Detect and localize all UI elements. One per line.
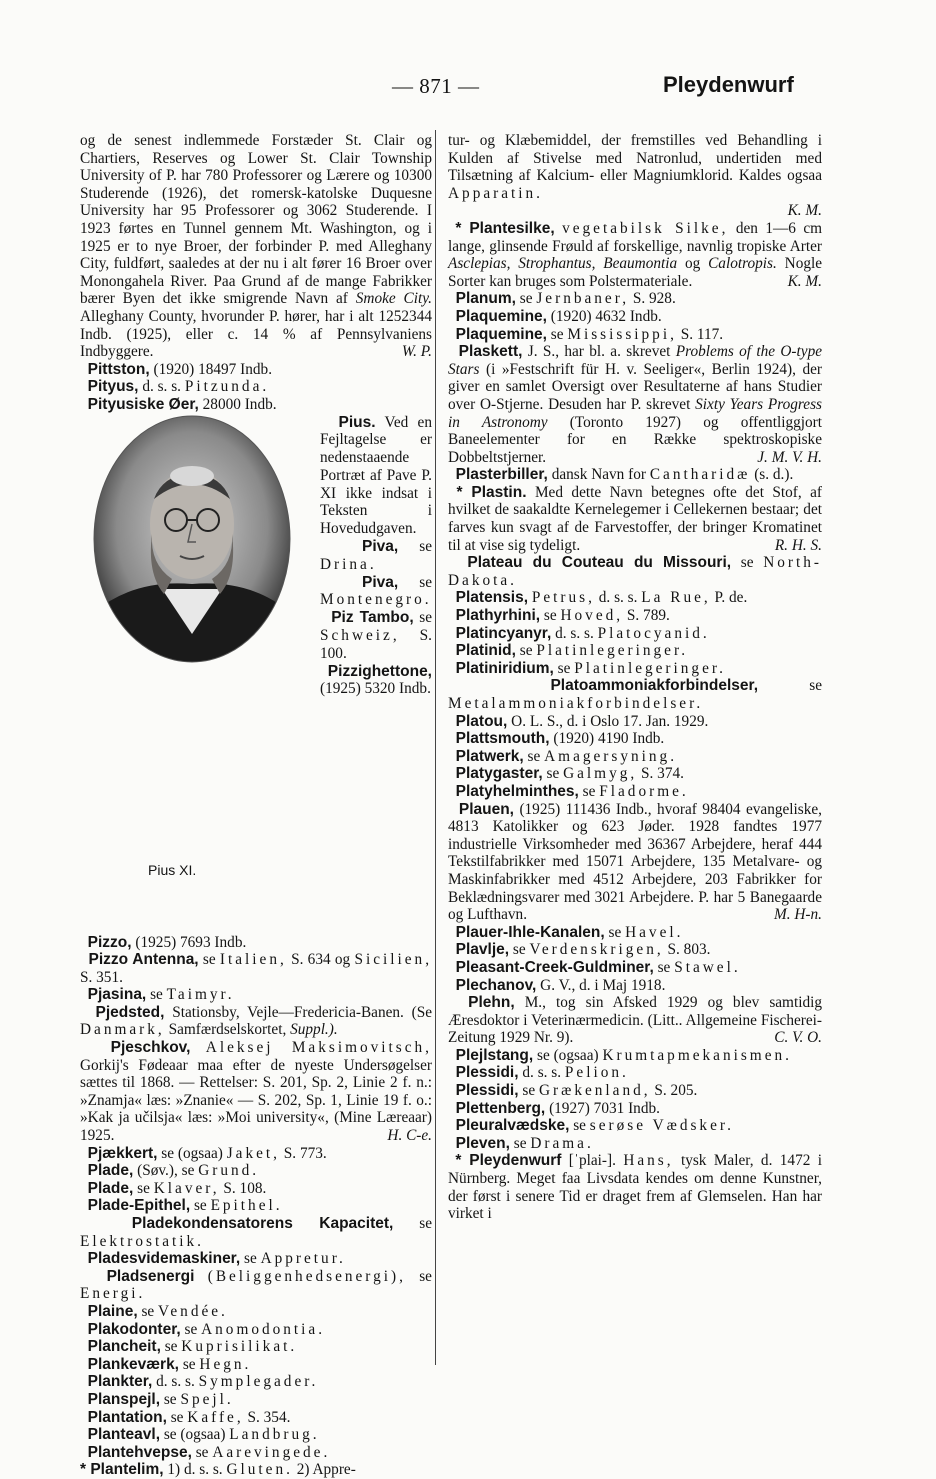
headword: Pityusiske Øer, <box>87 395 199 413</box>
spaced-ref: Schweiz, <box>320 627 400 645</box>
spaced-ref: Havel. <box>625 923 684 941</box>
text: Ved en Fejltagelse er nedenstaaende Portræt af Pave P. XI ikke indsat i Teksten i Hovedudgaven. <box>320 413 432 538</box>
text: Med dette Navn betegnes ofte det Stof, af hvilket de saakaldte Kernelegemer i Cellekernen bestaar; det farves kun svagt af de Farvestoffer, der bringer Kromatinet til at vise sig tydeligt. <box>448 483 823 554</box>
spaced-ref: (Beliggenhedsenergi), <box>207 1267 406 1285</box>
text: (1925) 7693 Indb. <box>135 933 247 951</box>
headword: Piva, <box>362 573 399 591</box>
text: S. 928. <box>632 290 676 308</box>
entry <box>448 607 822 625</box>
text: S. 117. <box>680 325 724 343</box>
text: se <box>419 609 432 627</box>
text: d. s. s. <box>555 624 594 642</box>
spaced-ref: Pitzunda. <box>184 378 270 396</box>
entry <box>80 1356 432 1374</box>
text: S. 100. <box>320 627 432 662</box>
text: (Toronto 1927) og offentliggjort Baneelementer for en Række spektroskopiske Dobbeltstjerner. <box>448 413 822 466</box>
headword: Planteavl, <box>87 1426 161 1444</box>
headword: Plakodonter, <box>87 1320 181 1338</box>
spaced-ref: Cantharidæ <box>649 466 751 484</box>
entry <box>80 396 432 414</box>
entry <box>80 1162 432 1180</box>
spaced-ref: Krumtapmekanismen. <box>602 1046 792 1064</box>
text: [ˈplai-]. <box>568 1152 616 1170</box>
spaced-ref: Jernbaner, <box>536 290 630 308</box>
text: se <box>522 1082 536 1100</box>
headword: Plade-Epithel, <box>87 1197 191 1215</box>
text: se <box>527 747 541 765</box>
text: den 1—6 cm lange, glinsende Frøuld af forskellige, navnlig tropiske Arter <box>448 219 823 255</box>
headword: Plauen, <box>458 800 514 818</box>
text: Smoke City. <box>355 290 432 308</box>
text: S. 773. <box>283 1144 327 1162</box>
spaced-ref: Grækenland, <box>538 1082 651 1100</box>
text: se <box>657 958 671 976</box>
signature: J. M. V. H. <box>757 448 822 466</box>
entry <box>80 1197 432 1215</box>
entry <box>448 1135 822 1153</box>
headword: Platinid, <box>455 642 516 660</box>
page-number: — 871 — <box>392 74 480 98</box>
text: Calotropis. <box>708 255 777 273</box>
headword: Pjeschkov, <box>110 1039 191 1057</box>
signature: H. C-e. <box>387 1127 432 1145</box>
signature: K. M. <box>787 272 822 290</box>
spaced-ref: Amagersyning. <box>544 747 678 765</box>
headword: Plankeværk, <box>87 1355 179 1373</box>
text: se <box>170 1408 184 1426</box>
spaced-ref: Aleksej Maksimovitsch, <box>205 1039 432 1057</box>
text: og <box>685 255 701 273</box>
spaced-ref: Elektrostatik. <box>80 1232 204 1250</box>
headword: Platou, <box>455 712 508 730</box>
spaced-ref: Epithel. <box>210 1197 283 1215</box>
text: S. 351. <box>80 968 123 986</box>
text: (i »Festschrift für H. v. Seeliger«, Berlin 1924), der giver en samlet Oversigt over Resultaterne af hans Studier over O-Stjerne. Desuden har P. skrevet <box>448 360 822 413</box>
entry <box>448 801 822 924</box>
spaced-ref: Appretur. <box>260 1250 346 1268</box>
text: Asclepias, Strophantus, Beaumontia <box>448 255 678 273</box>
headword: Pizzo Antenna, <box>88 951 199 969</box>
text: se <box>150 986 163 1004</box>
text: se <box>137 1179 150 1197</box>
headword: Piz Tambo, <box>331 609 414 627</box>
portrait-caption: Pius XI. <box>148 861 197 878</box>
entry <box>448 343 822 466</box>
entry <box>80 1321 432 1339</box>
text: se <box>419 573 432 591</box>
text: se <box>164 1338 178 1356</box>
headword: Plaquemine, <box>455 325 547 343</box>
entry <box>80 1039 432 1145</box>
entry <box>448 713 822 731</box>
entry <box>80 951 432 986</box>
portrait-figure <box>80 414 312 934</box>
spaced-ref: Platocyanid. <box>597 624 710 642</box>
headword: Pladekondensatorens Kapacitet, <box>131 1215 394 1232</box>
text: se <box>195 1443 209 1461</box>
text: J. S., har bl. a. skrevet <box>527 343 671 361</box>
text: Problems of the O-type Stars <box>448 343 823 378</box>
text: Nogle Sorter kan bruges som Polstermateriale. <box>448 255 823 290</box>
text: se <box>608 923 622 941</box>
text: (1925) 111436 Indb., hvoraf 98404 evangeliske, 4813 Katolikker og 623 Jøder. 1928 fandtes 1977 industrielle Virksomheder med 36367 Arbejdere, heraf 444 Tekstilfabrikker med 15071 Arbejdere, 135 Metalvare- og Maskinfabrikker med 4512 Arbejdere, 203 Fabrikker for Beklædningsvarer med 3021 Arbejdere. P. har 5 Banegaarde og Lufthavn. <box>448 800 822 924</box>
entry <box>448 1152 822 1222</box>
entry <box>80 986 432 1004</box>
entry-plantelim-continuation <box>448 132 822 202</box>
entry <box>448 589 822 607</box>
text: se <box>141 1302 155 1320</box>
entry <box>448 466 822 484</box>
spaced-ref: Italien, <box>219 951 287 969</box>
headword: Plattsmouth, <box>455 730 550 748</box>
entry <box>80 1409 432 1427</box>
entry <box>448 924 822 942</box>
entry-pittsburgh-continuation <box>80 132 432 361</box>
entry <box>448 677 822 712</box>
spaced-ref: Pelion. <box>564 1064 629 1082</box>
text: se <box>419 538 432 556</box>
spaced-ref: Kuprisilikat. <box>181 1338 298 1356</box>
spaced-ref: La Rue, <box>641 589 711 607</box>
entry <box>80 1426 432 1444</box>
text: se <box>543 607 557 625</box>
spaced-ref: Aarevingede. <box>212 1443 331 1461</box>
spaced-ref: Drama. <box>530 1134 594 1152</box>
text: se <box>193 1197 207 1215</box>
text: 1) d. s. s. <box>167 1461 223 1479</box>
spaced-ref: Montenegro. <box>320 591 432 609</box>
headword: Pjækkert, <box>87 1144 158 1162</box>
text: se (ogsaa) <box>163 1426 226 1444</box>
headword: Plantation, <box>87 1408 167 1426</box>
entry <box>448 642 822 660</box>
text: S. 354. <box>247 1408 291 1426</box>
spaced-ref: Verdenskrigen, <box>529 941 664 959</box>
text: se <box>182 1355 196 1373</box>
entry <box>448 1117 822 1135</box>
entry <box>80 1268 432 1303</box>
text: G. V., d. i Maj 1918. <box>540 976 666 994</box>
headword: * Plantesilke, <box>455 219 555 237</box>
text: S. 803. <box>667 941 711 959</box>
headword: Plauer-Ihle-Kanalen, <box>455 923 605 941</box>
entry <box>448 941 822 959</box>
text: Alleghany County, hvorunder P. hører, har i alt 1252344 Indb. (1925), eller c. 14 % af Pennsylvaniens Indbyggere. <box>80 307 432 361</box>
headword: Plavlje, <box>455 941 510 959</box>
entry <box>448 1100 822 1118</box>
headword: Pityus, <box>87 378 139 396</box>
spaced-ref: Stawel. <box>674 958 741 976</box>
text: Stationsby, Vejle—Fredericia-Banen. (Se <box>172 1003 432 1021</box>
headword: Platwerk, <box>455 747 524 765</box>
text: se <box>513 1134 527 1152</box>
spaced-ref: North-Dakota. <box>448 554 822 589</box>
entry <box>448 290 822 308</box>
text: se <box>557 659 571 677</box>
text: se <box>740 554 754 572</box>
headword: Pleven, <box>455 1134 510 1152</box>
text: P. de. <box>714 589 748 607</box>
headword: Plateau du Couteau du Missouri, <box>467 554 732 572</box>
text: se (ogsaa) <box>537 1046 599 1064</box>
entry <box>80 1338 432 1356</box>
portrait-svg <box>92 414 292 664</box>
headword: Pladsenergi <box>106 1267 195 1285</box>
text: Suppl.). <box>290 1021 338 1039</box>
spaced-ref: Mississippi, <box>567 325 677 343</box>
signature: W. P. <box>401 343 432 361</box>
headword: Plessidi, <box>455 1064 519 1082</box>
headword: Pius. <box>338 413 376 431</box>
entry <box>448 1082 822 1100</box>
headword: Planum, <box>455 290 516 308</box>
right-column <box>448 132 822 1223</box>
text: d. s. s. <box>522 1064 562 1082</box>
text: se <box>419 1215 432 1232</box>
text: d. s. s. <box>598 589 638 607</box>
text: (Søv.), se <box>137 1162 195 1180</box>
entry <box>80 1250 432 1268</box>
headword: Plettenberg, <box>455 1099 546 1117</box>
entry <box>448 730 822 748</box>
spaced-ref: Apparatin. <box>448 184 543 202</box>
text: og de senest indlemmede Forstæder St. Clair og Chartiers, Reserves og Lower St. Clair Township University of P. har 780 Professorer og Lærere og 10300 Studerende (1926), det romersk-katolske Duquesne University har 95 Professorer og 3062 Studerende. I 1923 førtes en Tunnel gennem Mt. Washington, og i 1925 er to nye Broer, der forbinder P. med Alleghany City, fuldført, saaledes at der nu i alt fører 16 Broer over Monongahela River. Paa Grund af de mange Fabrikker bærer Byen det ikke smigrende Navn af <box>80 132 432 308</box>
headword: Platyhelminthes, <box>455 782 579 800</box>
headword: Plaine, <box>87 1302 138 1320</box>
spaced-ref: Symplegader. <box>198 1373 319 1391</box>
text: (1920) 18497 Indb. <box>153 360 273 378</box>
headword: Pizzo, <box>87 933 132 951</box>
spaced-ref: Platinlegeringer. <box>536 642 689 660</box>
text: (s. d.). <box>754 466 794 484</box>
headword: Planspejl, <box>87 1390 161 1408</box>
text: (1920) 4190 Indb. <box>553 730 665 748</box>
text: se <box>244 1250 257 1268</box>
spaced-ref: Galmyg, <box>563 765 638 783</box>
text: tysk Maler, d. 1472 i Nürnberg. Meget faa Livsdata kendes om denne Kunstner, der først i senere Tid er draget frem af Glemselen. Han har virket i <box>448 1152 822 1223</box>
entry <box>448 994 822 1047</box>
headword: Plechanov, <box>455 976 537 994</box>
headword: Platygaster, <box>455 765 543 783</box>
entry <box>448 484 822 554</box>
spaced-ref: Klaver, <box>153 1179 220 1197</box>
headword: Plankter, <box>87 1373 153 1391</box>
entry <box>448 783 822 801</box>
entry <box>80 1145 432 1163</box>
headword: Plehn, <box>468 994 515 1012</box>
headword: Pleasant-Creek-Guldminer, <box>455 958 654 976</box>
text: se (ogsaa) <box>161 1144 223 1162</box>
entry <box>80 1303 432 1321</box>
text: Sixty Years Progress in Astronomy <box>448 395 822 431</box>
entry <box>80 1444 432 1462</box>
entry <box>448 220 822 290</box>
headword: Pjedsted, <box>95 1003 165 1021</box>
text: se <box>184 1320 198 1338</box>
text: S. 374. <box>641 765 684 783</box>
headword: Pjasina, <box>87 986 147 1004</box>
entry <box>448 748 822 766</box>
headword: Plasterbiller, <box>455 466 548 484</box>
signature: M. H-n. <box>773 906 822 924</box>
text: d. s. s. <box>156 1373 195 1391</box>
spaced-ref: Gluten. <box>226 1461 293 1479</box>
entry <box>448 554 822 589</box>
text: se <box>573 1117 586 1135</box>
text: M., tog sin Afsked 1929 og blev samtidig Æresdoktor i Veterinærmedicin. (Litt.. Allgemeine Fischerei-Zeitung 1929 Nr. 9). <box>448 994 823 1047</box>
spaced-ref: vegetabilsk Silke, <box>562 219 729 237</box>
text: se <box>550 325 564 343</box>
spaced-ref: Kaffe, <box>187 1408 244 1426</box>
column-divider <box>435 130 436 1365</box>
spaced-ref: Fladorme. <box>599 782 689 800</box>
entry <box>80 1391 432 1409</box>
text: se <box>519 642 533 660</box>
spaced-ref: Danmark, <box>80 1021 165 1039</box>
text: d. s. s. <box>142 378 181 396</box>
entry <box>80 1180 432 1198</box>
spaced-ref: serøse Vædsker. <box>589 1117 734 1135</box>
headword: Pleuralvædske, <box>455 1117 570 1135</box>
text: S. 789. <box>626 607 670 625</box>
entry <box>448 1064 822 1082</box>
spaced-ref: Sicilien, <box>354 951 433 969</box>
text: se <box>546 765 560 783</box>
left-column <box>80 132 432 1479</box>
headword: Plessidi, <box>455 1082 519 1100</box>
entry <box>448 660 822 678</box>
headword: Platiniridium, <box>455 659 554 677</box>
spaced-ref: Grund. <box>198 1162 260 1180</box>
signature: C. V. O. <box>774 1029 822 1047</box>
text: se <box>582 782 596 800</box>
spaced-ref: Platinlegeringer. <box>574 659 726 677</box>
spaced-ref: Petrus, <box>531 589 595 607</box>
spaced-ref: Jaket, <box>226 1144 280 1162</box>
spaced-ref: Energi. <box>80 1285 146 1303</box>
text: S. 634 og <box>291 951 351 969</box>
entry <box>80 1215 432 1250</box>
spaced-ref: Hans, <box>623 1152 674 1170</box>
spaced-ref: Vendée. <box>158 1302 228 1320</box>
headword: * Plastin. <box>456 483 527 501</box>
portrait-image <box>92 414 292 669</box>
headword: * Pleydenwurf <box>455 1152 562 1170</box>
spaced-ref: Hegn. <box>199 1355 252 1373</box>
headword: Platincyanyr, <box>455 624 552 642</box>
headword: * Plantelim, <box>80 1461 164 1479</box>
headword: Pittston, <box>87 360 150 378</box>
headword: Plantehvepse, <box>87 1443 192 1461</box>
text: Samfærdselskortet, <box>168 1021 287 1039</box>
text: S. 205. <box>654 1082 698 1100</box>
headword: Plejlstang, <box>455 1046 534 1064</box>
headword: Plancheit, <box>87 1338 161 1356</box>
text: se <box>519 290 533 308</box>
text: se <box>512 941 526 959</box>
text: (1920) 4632 Indb. <box>550 307 662 325</box>
headword: Platensis, <box>455 589 529 607</box>
headword: Pizzighettone, <box>327 662 432 680</box>
entry <box>448 625 822 643</box>
text: (1927) 7031 Indb. <box>549 1099 660 1117</box>
text: 2) Appre- <box>296 1461 356 1479</box>
text: O. L. S., d. i Oslo 17. Jan. 1929. <box>511 712 709 730</box>
entry <box>448 1047 822 1065</box>
headword: Platoammoniakforbindelser, <box>550 677 759 695</box>
text: se <box>809 677 822 695</box>
text: se <box>202 951 216 969</box>
text: Gorkij's Fødeaar maa efter de nyeste Undersøgelser sættes til 1868. — Rettelser: S. 201, Sp. 2, Linie 2 f. n.: »Znamja« læs: »Znanie« — S. 202, Sp. 1, Linie 19 f. o.: »Kak ja učilsja« læs: »Moi university«, (Mine Læreaar) 1925. <box>80 1056 432 1145</box>
entry <box>80 378 432 396</box>
headword: Plade, <box>87 1179 134 1197</box>
headword: Plade, <box>87 1162 134 1180</box>
signature: R. H. S. <box>774 536 822 554</box>
text: 28000 Indb. <box>202 395 277 413</box>
headword: Plathyrhini, <box>455 607 541 625</box>
headword: Piva, <box>362 538 399 556</box>
entry <box>448 959 822 977</box>
signature: K. M. <box>787 202 822 220</box>
entry <box>80 1373 432 1391</box>
spaced-ref: Landbrug. <box>229 1426 320 1444</box>
running-head: Pleydenwurf <box>663 72 794 97</box>
entry <box>448 977 822 995</box>
text: S. 108. <box>223 1179 267 1197</box>
text: se <box>419 1267 432 1285</box>
entry <box>80 361 432 379</box>
text: dansk Navn for <box>551 466 646 484</box>
entry <box>80 1461 432 1479</box>
spaced-ref: Metalammoniakforbindelser. <box>448 695 704 712</box>
spaced-ref: Taimyr. <box>166 986 235 1004</box>
entry <box>448 765 822 783</box>
entry <box>80 1004 432 1039</box>
headword: Plaquemine, <box>455 307 547 325</box>
text: se <box>163 1390 177 1408</box>
text: (1925) 5320 Indb. <box>320 680 431 698</box>
spaced-ref: Drina. <box>320 555 377 573</box>
entry <box>80 934 432 952</box>
text: tur- og Klæbemiddel, der fremstilles ved Behandling i Kulden af Stivelse med Natronlud, undertiden med Tilsætning af Kalcium- eller Magniumklorid. Kaldes ogsaa <box>448 132 822 185</box>
entry <box>448 326 822 344</box>
spaced-ref: Hoved, <box>560 607 624 625</box>
spaced-ref: Spejl. <box>180 1390 234 1408</box>
entry <box>448 308 822 326</box>
headword: Pladesvidemaskiner, <box>87 1250 241 1268</box>
headword: Plaskett, <box>458 343 523 361</box>
spaced-ref: Anomodontia. <box>201 1320 326 1338</box>
